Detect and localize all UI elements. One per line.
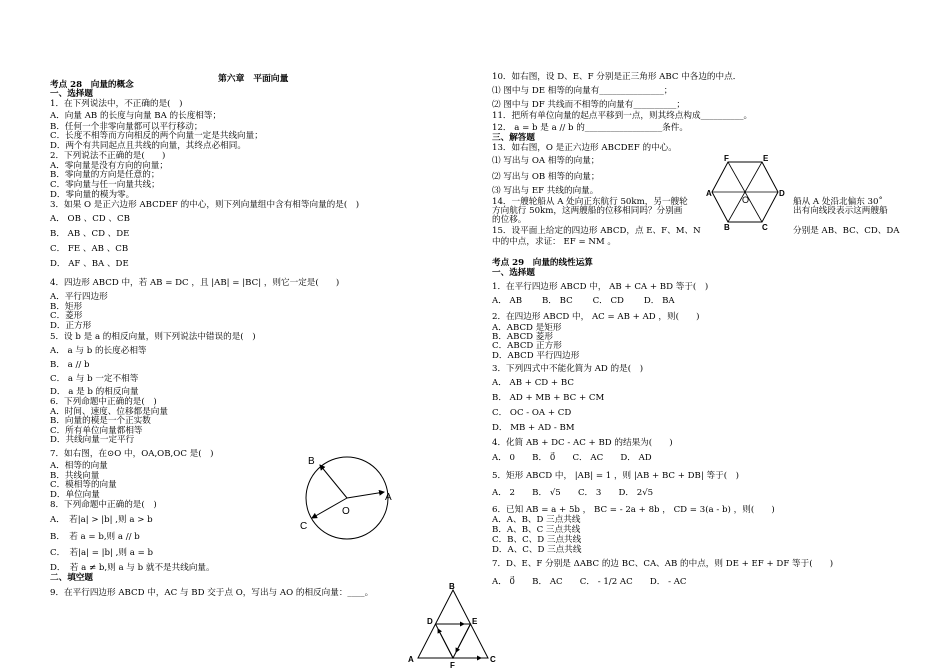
- point-label: D: [427, 617, 433, 626]
- side-text: 分别是 AB、BC、CD、DA: [793, 226, 900, 236]
- question-line: ⑵ 写出与 OB 相等的向量；: [492, 172, 600, 182]
- option-line: A．时间、速度、位移都是向量: [50, 407, 168, 417]
- question-line: 12． a = b 是 a // b 的__________________条件。: [492, 123, 688, 133]
- point-label: C: [490, 655, 496, 664]
- option-line: D．零向量的模为零。: [50, 190, 135, 200]
- option-line: B．矩形: [50, 302, 83, 312]
- question-line: 4．化简 AB + DC - AC + BD 的结果为( ): [492, 438, 673, 448]
- point-label: A: [706, 189, 712, 198]
- option-line: B． 若 a = b,则 a // b: [50, 532, 140, 542]
- side-text: 出有向线段表示这两艘船: [793, 206, 888, 216]
- question-line: 6．已知 AB = a + 5b ， BC = - 2a + 8b ， CD = 3(a - b) ，则( ): [492, 505, 775, 515]
- triangle-figure: [404, 582, 502, 668]
- option-line: A． OB 、CD 、CB: [50, 214, 130, 224]
- question-line: 方向航行 50km，这两艘船的位移相同吗？分别画: [492, 206, 683, 216]
- question-line: 3．下列四式中不能化简为 AD 的是( ): [492, 364, 644, 374]
- option-line: B．任何一个非零向量都可以平行移动；: [50, 122, 203, 132]
- option-line: B． a // b: [50, 360, 90, 370]
- option-line: A．相等的向量: [50, 461, 108, 471]
- question-line: ⑴ 写出与 OA 相等的向量；: [492, 156, 600, 166]
- point-label: B: [449, 582, 455, 591]
- subsection-heading: 二、填空题: [50, 573, 93, 583]
- option-line: D． AF 、BA 、DE: [50, 259, 129, 269]
- option-line: C．B、C、D 三点共线: [492, 535, 582, 545]
- point-label: F: [450, 661, 455, 670]
- point-label: B: [724, 223, 730, 232]
- option-line: A． 若|a| > |b| ,则 a > b: [50, 515, 153, 525]
- option-line: B． AD + MB + BC + CM: [492, 393, 605, 403]
- question-line: ⑴ 图中与 DE 相等的向量有_______________；: [492, 86, 673, 96]
- point-label: A: [385, 492, 392, 503]
- option-line: D． MB + AD - BM: [492, 423, 575, 433]
- option-line: D．两个有共同起点且共线的向量，其终点必相同。: [50, 141, 246, 151]
- option-line: C． OC - OA + CD: [492, 408, 572, 418]
- question-line: 7．D、E、F 分别是 ΔABC 的边 BC、CA、AB 的中点，则 DE + EF + DF 等于( ): [492, 559, 834, 569]
- point-label: E: [763, 154, 769, 163]
- option-line: C． FE 、AB 、CB: [50, 244, 129, 254]
- side-text: 船从 A 处沿北偏东 30˚: [793, 197, 883, 207]
- option-line: A．零向量是没有方向的向量；: [50, 161, 168, 171]
- option-line: D．正方形: [50, 321, 92, 331]
- option-line: C． a 与 b 一定不相等: [50, 374, 139, 384]
- question-line: 13．如右图，O 是正六边形 ABCDEF 的中心。: [492, 143, 677, 153]
- question-line: 2．在四边形 ABCD 中， AC = AB + AD ，则( ): [492, 312, 700, 322]
- circle-figure: [300, 452, 396, 538]
- chapter-title: 第六章 平面向量: [218, 74, 289, 84]
- point-label: A: [408, 655, 414, 664]
- option-line: C．零向量与任一向量共线；: [50, 180, 160, 190]
- question-line: 10．如右图，设 D、E、F 分别是正三角形 ABC 中各边的中点．: [492, 72, 742, 82]
- question-line: 5．设 b 是 a 的相反向量，则下列说法中错误的是( ): [50, 332, 256, 342]
- question-line: 11．把所有单位向量的起点平移到一点，则其终点构成__________。: [492, 111, 753, 121]
- question-line: ⑵ 图中与 DF 共线而不相等的向量有__________；: [492, 100, 685, 110]
- option-line: A． AB + CD + BC: [492, 378, 574, 388]
- option-line: C．所有单位向量都相等: [50, 426, 143, 436]
- question-line: 9．在平行四边形 ABCD 中，AC 与 BD 交于点 O，写出与 AO 的相反向量：____。: [50, 588, 374, 598]
- option-line: C．模相等的向量: [50, 480, 117, 490]
- question-line: 中的中点，求证： EF = NM 。: [492, 237, 617, 247]
- option-line: A． a 与 b 的长度必相等: [50, 346, 147, 356]
- question-line: 5．矩形 ABCD 中， |AB| = 1 ，则 |AB + BC + DB| 等于( ): [492, 471, 739, 481]
- question-line: 1．在平行四边形 ABCD 中， AB + CA + BD 等于( ): [492, 282, 709, 292]
- point-label: O: [342, 506, 350, 517]
- question-line: 6．下列命题中正确的是( ): [50, 397, 157, 407]
- option-line: A． 0 B． 0⃗ C． AC D． AD: [492, 453, 652, 463]
- option-line: B．零向量的方向是任意的；: [50, 170, 160, 180]
- question-line: 4．四边形 ABCD 中，若 AB = DC ，且 |AB| = |BC| ，则它一定是( ): [50, 278, 340, 288]
- option-line: A． AB B． BC C． CD D． BA: [492, 296, 675, 306]
- option-line: C．ABCD 正方形: [492, 341, 562, 351]
- question-line: 的位移。: [492, 215, 527, 225]
- question-line: 14．一艘轮船从 A 处向正东航行 50km，另一艘轮: [492, 197, 688, 207]
- option-line: A． 0⃗ B． AC C． - 1/2 AC D． - AC: [492, 577, 687, 587]
- option-line: C．长度不相等而方向相反的两个向量一定是共线向量；: [50, 131, 263, 141]
- point-label: E: [472, 617, 478, 626]
- subsection-heading: 一、选择题: [50, 89, 93, 99]
- option-line: D．单位向量: [50, 490, 100, 500]
- option-line: D．ABCD 平行四边形: [492, 351, 580, 361]
- point-label: F: [724, 154, 729, 163]
- option-line: C． 若|a| = |b| ,则 a = b: [50, 548, 154, 558]
- option-line: A．ABCD 是矩形: [492, 323, 562, 333]
- option-line: D． 若 a ≠ b,则 a 与 b 就不是共线向量。: [50, 563, 215, 573]
- question-line: 8．下列命题中正确的是( ): [50, 500, 157, 510]
- hexagon-figure: [706, 156, 786, 230]
- question-line: 3．如果 O 是正六边形 ABCDEF 的中心，则下列向量组中含有相等向量的是( ): [50, 200, 360, 210]
- question-line: 7．如右图，在⊙O 中，OA,OB,OC 是( ): [50, 449, 214, 459]
- question-line: 1．在下列说法中，不正确的是( ): [50, 99, 183, 109]
- subsection-heading: 一、选择题: [492, 268, 535, 278]
- option-line: D．A、C、D 三点共线: [492, 545, 582, 555]
- question-line: 15．设平面上给定的四边形 ABCD，点 E、F、M、N: [492, 226, 701, 236]
- question-line: 2．下列说法不正确的是( ): [50, 151, 166, 161]
- option-line: D． a 是 b 的相反向量: [50, 387, 139, 397]
- option-line: A．平行四边形: [50, 292, 108, 302]
- option-line: B．共线向量: [50, 471, 100, 481]
- option-line: A． 2 B． √5 C． 3 D． 2√5: [492, 488, 654, 498]
- option-line: B． AB 、CD 、DE: [50, 229, 130, 239]
- option-line: B．ABCD 菱形: [492, 332, 553, 342]
- section-heading: 考点 28 向量的概念: [50, 80, 134, 90]
- option-line: C．菱形: [50, 311, 83, 321]
- option-line: B．A、B、C 三点共线: [492, 525, 581, 535]
- option-line: D．共线向量一定平行: [50, 435, 135, 445]
- subsection-heading: 三、解答题: [492, 133, 535, 143]
- point-label: C: [762, 223, 768, 232]
- section-heading: 考点 29 向量的线性运算: [492, 258, 593, 268]
- point-label: D: [779, 189, 785, 198]
- point-label: O: [742, 195, 750, 205]
- option-line: A．A、B、D 三点共线: [492, 515, 581, 525]
- point-label: B: [308, 456, 315, 467]
- question-line: ⑶ 写出与 EF 共线的向量。: [492, 186, 599, 196]
- option-line: B．向量的模是一个正实数: [50, 416, 151, 426]
- point-label: C: [300, 521, 308, 532]
- option-line: A．向量 AB 的长度与向量 BA 的长度相等；: [50, 111, 222, 121]
